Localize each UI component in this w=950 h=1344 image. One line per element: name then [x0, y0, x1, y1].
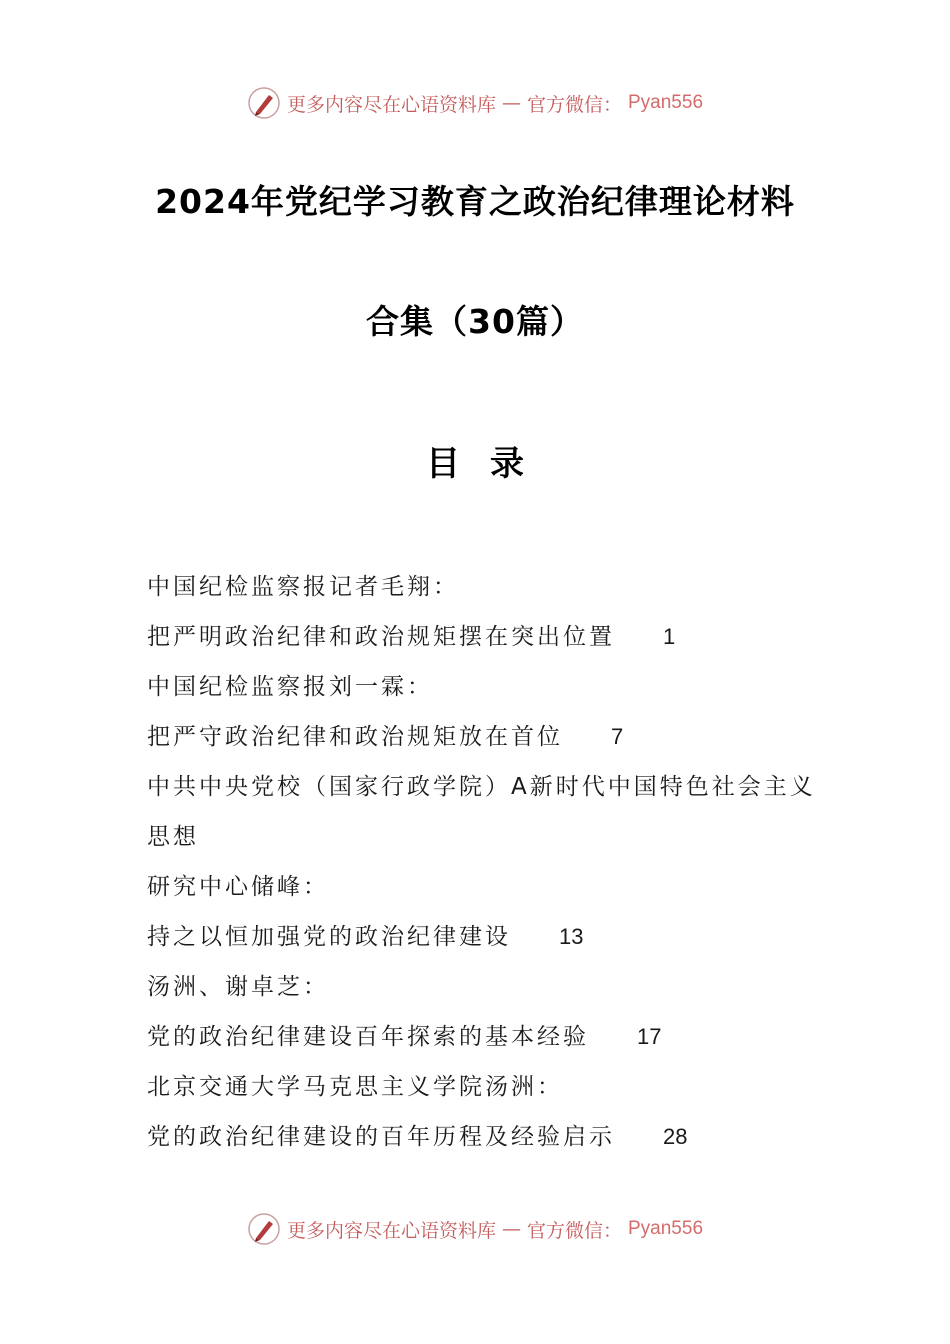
toc-line-text: 党的政治纪律建设百年探索的基本经验: [147, 1024, 589, 1050]
toc-line-text: 持之以恒加强党的政治纪律建设: [147, 924, 511, 950]
toc-line-text: 汤洲、谢卓芝：: [147, 974, 329, 1000]
toc-line-text: 中国纪检监察报记者毛翔：: [147, 574, 459, 600]
toc-line: [147, 818, 827, 868]
table-of-contents: [147, 568, 827, 1168]
toc-line: [147, 868, 827, 918]
toc-line: [147, 1118, 827, 1168]
toc-line-text: 思想: [147, 824, 199, 850]
header-banner: [0, 86, 950, 120]
toc-line-text: 研究中心储峰：: [147, 874, 329, 900]
toc-line-text: 北京交通大学马克思主义学院汤洲：: [147, 1074, 563, 1100]
banner-text: 更多内容尽在心语资料库: [286, 1219, 496, 1242]
toc-line: [147, 768, 827, 818]
toc-page-number: 28: [663, 1124, 688, 1149]
toc-line-text: 党的政治纪律建设的百年历程及经验启示: [147, 1124, 615, 1150]
toc-line: [147, 668, 827, 718]
toc-line-text: 中共中央党校（国家行政学院）A新时代中国特色社会主义: [147, 774, 816, 800]
footer-banner: [0, 1212, 950, 1246]
toc-line: [147, 718, 827, 768]
toc-page-number: 7: [611, 724, 624, 749]
document-title-line-1: 2024年党纪学习教育之政治纪律理论材料: [155, 182, 795, 221]
toc-line-text: 把严守政治纪律和政治规矩放在首位: [147, 724, 563, 750]
banner-dash: —: [501, 92, 521, 114]
pen-nib-logo-icon: [247, 86, 281, 120]
toc-line: [147, 568, 827, 618]
toc-line: [147, 968, 827, 1018]
toc-page-number: 17: [637, 1024, 662, 1049]
banner-wechat-id: Pyan556: [628, 1218, 704, 1239]
toc-line: [147, 918, 827, 968]
toc-line: [147, 1068, 827, 1118]
banner-wechat-label: 官方微信：: [526, 1219, 622, 1242]
banner-wechat-label: 官方微信：: [526, 93, 622, 116]
banner-dash: —: [501, 1218, 521, 1240]
toc-line: [147, 1018, 827, 1068]
pen-nib-logo-icon: [247, 1212, 281, 1246]
banner-text: 更多内容尽在心语资料库: [286, 93, 496, 116]
document-title-line-2: 合集（30篇）: [366, 302, 584, 341]
toc-heading: 目录: [426, 444, 554, 484]
toc-page-number: 1: [663, 624, 676, 649]
toc-line-text: 中国纪检监察报刘一霖：: [147, 674, 433, 700]
toc-line-text: 把严明政治纪律和政治规矩摆在突出位置: [147, 624, 615, 650]
toc-line: [147, 618, 827, 668]
banner-wechat-id: Pyan556: [628, 92, 704, 113]
toc-page-number: 13: [559, 924, 584, 949]
